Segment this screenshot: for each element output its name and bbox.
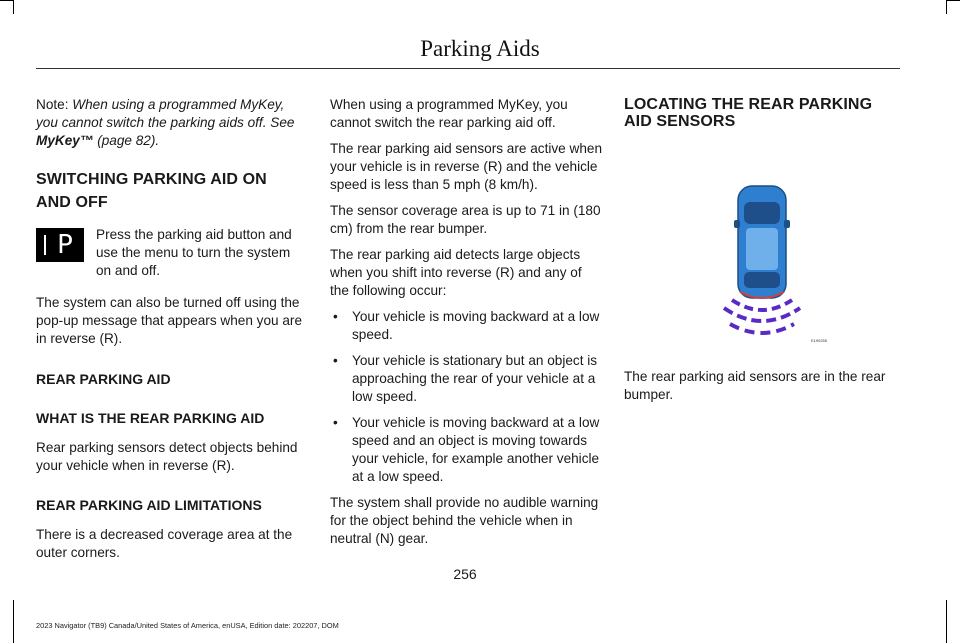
footer-edition-info: 2023 Navigator (TB9) Canada/United States of America, enUSA, Edition date: 202207, DOM <box>36 621 339 630</box>
note-paragraph <box>36 96 304 150</box>
list-item-text: Your vehicle is moving backward at a low speed and an object is moving towards your vehicle, for example another vehicle at a low speed. <box>352 415 600 484</box>
sensors-active-paragraph: The rear parking aid sensors are active when your vehicle is in reverse (R) and the vehicle speed is less than 5 mph (8 km/h). <box>330 141 603 192</box>
bullet: • <box>333 415 338 430</box>
list-item-text: Your vehicle is stationary but an object is approaching the rear of your vehicle at a low speed. <box>352 353 598 404</box>
bullet: • <box>333 309 338 324</box>
coverage-paragraph: The sensor coverage area is up to 71 in (180 cm) from the rear bumper. <box>330 203 601 236</box>
car-top-view-icon <box>734 186 790 298</box>
sensor-waves-icon <box>724 300 800 333</box>
neutral-gear-paragraph: The system shall provide no audible warning for the object behind the vehicle when in neutral (N) gear. <box>330 495 599 546</box>
note-page-ref: (page 82). <box>97 133 160 148</box>
figure-code: E190255 <box>810 338 827 343</box>
heading-rear-parking-aid: REAR PARKING AID <box>36 371 171 387</box>
heading-locating-sensors: LOCATING THE REAR PARKING AID SENSORS <box>624 96 873 130</box>
what-is-text: Rear parking sensors detect objects behind your vehicle when in reverse (R). <box>36 440 298 473</box>
note-text: When using a programmed MyKey, you cannot switch the parking aids off. See <box>36 97 295 130</box>
crop-mark <box>13 0 14 14</box>
heading-what-is-rear-parking-aid: WHAT IS THE REAR PARKING AID <box>36 410 265 426</box>
crop-mark <box>946 0 947 14</box>
note-label: Note: <box>36 97 69 112</box>
header-divider <box>36 68 900 69</box>
list-item-text: Your vehicle is moving backward at a low speed. <box>352 309 600 342</box>
list-item <box>330 352 602 406</box>
heading-switching-parking-aid: SWITCHING PARKING AID ON AND OFF <box>36 171 267 211</box>
detection-paragraph: The rear parking aid detects large objects when you shift into reverse (R) and any of the following occur: <box>330 247 582 298</box>
mykey-link[interactable]: MyKey™ <box>36 133 94 148</box>
parking-aid-button-icon <box>36 228 84 262</box>
limitations-text: There is a decreased coverage area at the outer corners. <box>36 527 293 560</box>
mykey-paragraph: When using a programmed MyKey, you cannot switch the rear parking aid off. <box>330 97 568 130</box>
conditions-list <box>330 308 602 486</box>
figure-caption: The rear parking aid sensors are in the rear bumper. <box>624 369 886 402</box>
rear-sensor-figure <box>700 182 830 346</box>
heading-limitations: REAR PARKING AID LIMITATIONS <box>36 497 262 513</box>
column-middle <box>330 96 602 548</box>
list-item <box>330 414 602 486</box>
list-item <box>330 308 602 344</box>
column-left <box>36 96 304 562</box>
page-header-title: Parking Aids <box>420 36 540 61</box>
crop-mark <box>0 0 14 1</box>
parking-icon-letter: P <box>57 230 73 260</box>
parking-aid-button-text: Press the parking aid button and use the menu to turn the system on and off. <box>96 227 292 278</box>
crop-mark <box>946 0 960 1</box>
crop-mark <box>13 600 14 643</box>
parking-aid-button-row <box>36 226 304 280</box>
crop-mark <box>946 600 947 643</box>
bullet: • <box>333 353 338 368</box>
page-number: 256 <box>453 566 477 582</box>
popup-message-text: The system can also be turned off using the pop-up message that appears when you are in reverse (R). <box>36 295 303 346</box>
